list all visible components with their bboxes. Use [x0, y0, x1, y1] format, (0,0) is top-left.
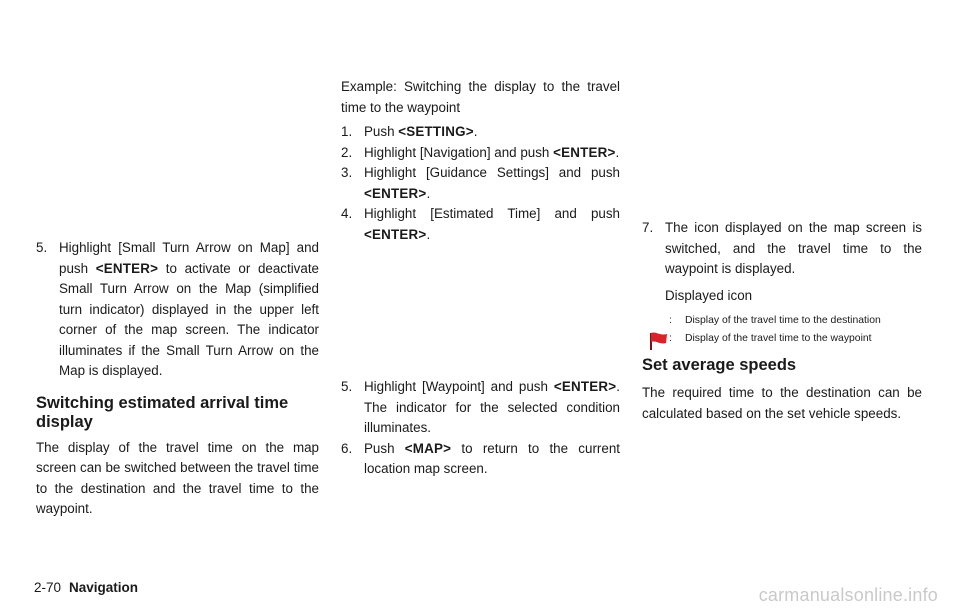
- step-4: [341, 204, 620, 245]
- watermark: carmanualsonline.info: [758, 585, 938, 605]
- displayed-icon-label: Displayed icon: [665, 287, 753, 303]
- enter-key-label: <ENTER>: [364, 185, 427, 201]
- step-text-cont: .: [615, 144, 620, 160]
- step-number: 1.: [341, 124, 353, 139]
- legend-colon: :: [669, 315, 672, 326]
- example-intro: Example: Switching the display to the travel time to the waypoint: [341, 79, 620, 115]
- section-paragraph: The required time to the destination can be calculated based on the set vehicle speeds.: [642, 385, 922, 421]
- section-name: Navigation: [69, 580, 139, 595]
- step-text-cont: to return to the current location map screen.: [364, 440, 620, 476]
- map-key-label: <MAP>: [404, 440, 452, 456]
- step-number: 5.: [341, 379, 353, 394]
- red-flag-icon: [649, 329, 669, 351]
- step-text-cont: .: [426, 185, 431, 201]
- step-number: 3.: [341, 165, 353, 180]
- step-number: 6.: [341, 440, 353, 456]
- step-5-small-turn-arrow: [36, 238, 319, 382]
- step-text-cont: to activate or deactivate Small Turn Arrow on the Map (simplified turn indicator) displayed in the upper left corner of the map screen. The indicator illuminates if the Small Turn Arrow on the Map is displayed.: [59, 260, 319, 378]
- right-column: [642, 218, 922, 424]
- step-text: Highlight [Guidance Settings] and push: [364, 165, 620, 180]
- step-text: Push: [364, 440, 405, 456]
- page-number: 2-70: [34, 580, 62, 595]
- middle-column-top: [341, 77, 620, 245]
- middle-column-bottom: [341, 377, 620, 480]
- step-text: Highlight [Estimated Time] and push: [364, 206, 620, 221]
- legend-text: Display of the travel time to the destination: [685, 315, 881, 326]
- step-text-cont: . The indicator for the selected condition illuminates.: [364, 379, 620, 435]
- section-heading-average-speeds: Set average speeds: [642, 356, 797, 374]
- legend-colon: :: [669, 333, 672, 344]
- left-column: [36, 238, 319, 520]
- enter-key-label: <ENTER>: [553, 379, 617, 394]
- step-3: [341, 163, 620, 204]
- step-number: 2.: [341, 144, 353, 160]
- enter-key-label: <ENTER>: [95, 260, 159, 276]
- section-paragraph: The display of the travel time on the map screen can be switched between the travel time to the destination and the travel time to the waypoint.: [36, 439, 319, 516]
- legend-row-waypoint: [669, 332, 922, 350]
- step-number: 4.: [341, 206, 353, 221]
- step-text-cont: .: [426, 226, 431, 242]
- step-5-waypoint: [341, 377, 620, 439]
- step-6: [341, 439, 620, 480]
- step-2: [341, 143, 620, 164]
- setting-key-label: <SETTING>: [398, 124, 474, 139]
- step-text: Push: [364, 124, 399, 139]
- legend-text: Display of the travel time to the waypoint: [685, 333, 872, 344]
- step-number: 5.: [36, 240, 48, 255]
- step-number: 7.: [642, 220, 654, 235]
- icon-legend: [669, 314, 922, 350]
- step-text-cont: .: [473, 124, 478, 139]
- legend-row-destination: [669, 314, 922, 332]
- step-text: Highlight [Small Turn Arrow on Map] and push: [59, 240, 319, 276]
- enter-key-label: <ENTER>: [553, 144, 616, 160]
- step-text: Highlight [Waypoint] and push: [364, 379, 554, 394]
- section-heading-estimated-arrival: Switching estimated arrival time display: [36, 393, 289, 431]
- step-7: [642, 218, 922, 280]
- enter-key-label: <ENTER>: [364, 226, 427, 242]
- step-text: The icon displayed on the map screen is switched, and the travel time to the waypoint is displayed.: [665, 220, 922, 276]
- step-text: Highlight [Navigation] and push: [364, 144, 554, 160]
- page-footer: [34, 580, 138, 595]
- step-1: [341, 122, 620, 143]
